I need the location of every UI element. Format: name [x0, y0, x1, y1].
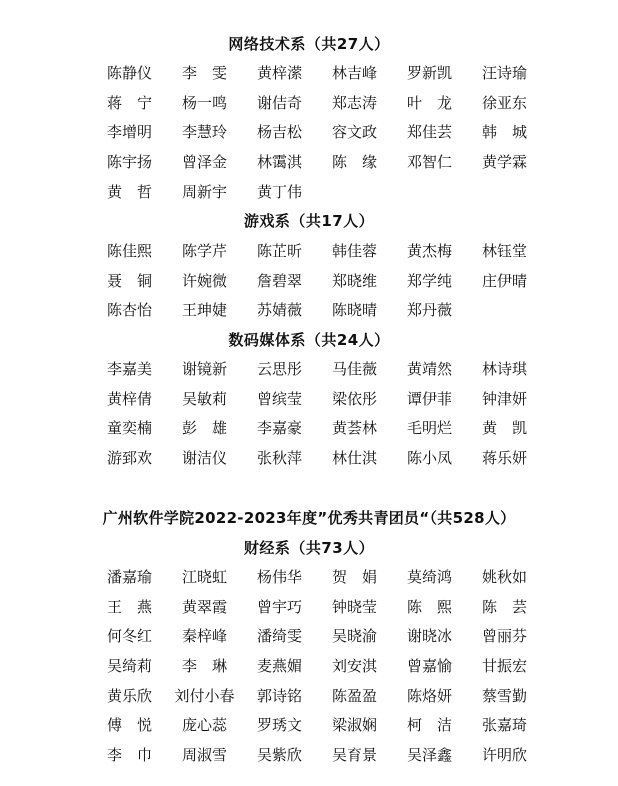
- name-entry: 李嘉豪: [256, 419, 302, 438]
- name-entry: 陈烙妍: [406, 686, 452, 705]
- name-entry: 陈佳熙: [106, 241, 152, 260]
- name-entry: 刘安淇: [331, 656, 377, 675]
- name-entry: 林钰堂: [481, 241, 527, 260]
- name-entry: 黄翠霞: [181, 597, 227, 616]
- name-entry: 郑丹薇: [406, 301, 452, 320]
- name-entry: 陈静仪: [106, 63, 152, 82]
- name-entry: 黄杰梅: [406, 241, 452, 260]
- name-entry: 李增明: [106, 123, 152, 142]
- name-entry: 马佳薇: [331, 359, 377, 378]
- name-entry: 潘嘉瑜: [106, 567, 152, 586]
- name-entry: 韩佳蓉: [331, 241, 377, 260]
- name-entry: 云思彤: [256, 359, 302, 378]
- name-entry: 黄 凯: [481, 419, 527, 438]
- name-entry: 王珅婕: [181, 301, 227, 320]
- name-entry: 钟晓莹: [331, 597, 377, 616]
- name-entry: 陈宇扬: [106, 152, 152, 171]
- name-entry: 何冬红: [106, 627, 152, 646]
- name-entry: 刘付小春: [174, 686, 235, 705]
- name-entry: 叶 龙: [406, 93, 452, 112]
- name-list-finance: [92, 562, 542, 770]
- name-entry: 王 燕: [106, 597, 152, 616]
- name-entry: 邓智仁: [406, 152, 452, 171]
- name-entry: 黄 哲: [106, 182, 152, 201]
- name-entry: 罗琇文: [256, 716, 302, 735]
- name-entry: 秦梓峰: [181, 627, 227, 646]
- name-entry: 周新宇: [181, 182, 227, 201]
- name-entry: 庞心蕊: [181, 716, 227, 735]
- name-entry: 曾嘉愉: [406, 656, 452, 675]
- name-entry: 曾缤莹: [256, 389, 302, 408]
- name-entry: 黄靖然: [406, 359, 452, 378]
- name-entry: 贺 娟: [331, 567, 377, 586]
- name-entry: 黄学霖: [481, 152, 527, 171]
- name-entry: 梁淑娴: [331, 716, 377, 735]
- name-entry: 许明欣: [481, 745, 527, 764]
- name-entry: 黄梓倩: [106, 389, 152, 408]
- name-entry: 谢镜新: [181, 359, 227, 378]
- name-entry: 彭 雄: [181, 419, 227, 438]
- name-entry: 吴晓渝: [331, 627, 377, 646]
- name-entry: 庄伊晴: [481, 271, 527, 290]
- name-entry: 童奕楠: [106, 419, 152, 438]
- name-entry: 杨伟华: [256, 567, 302, 586]
- name-entry: 陈晓晴: [331, 301, 377, 320]
- name-entry: 杨一鸣: [181, 93, 227, 112]
- name-entry: 郑晓维: [331, 271, 377, 290]
- name-entry: 吴育景: [331, 745, 377, 764]
- name-entry: 林霭淇: [256, 152, 302, 171]
- name-entry: 姚秋如: [481, 567, 527, 586]
- name-entry: 汪诗瑜: [481, 63, 527, 82]
- name-entry: 陈 缘: [331, 152, 377, 171]
- name-entry: 杨吉松: [256, 123, 302, 142]
- name-entry: 陈 熙: [406, 597, 452, 616]
- name-entry: 李嘉美: [106, 359, 152, 378]
- name-entry: 吴紫欣: [256, 745, 302, 764]
- name-entry: 周淑雪: [181, 745, 227, 764]
- name-entry: 吴泽鑫: [406, 745, 452, 764]
- name-entry: 李 巾: [106, 745, 152, 764]
- name-entry: 吴绮莉: [106, 656, 152, 675]
- name-entry: 麦燕媚: [256, 656, 302, 675]
- name-entry: 李 雯: [181, 63, 227, 82]
- name-entry: 张秋萍: [256, 448, 302, 467]
- name-entry: 蒋 宁: [106, 93, 152, 112]
- name-entry: 蒋乐妍: [481, 448, 527, 467]
- name-entry: 陈芷昕: [256, 241, 302, 260]
- name-entry: 郭诗铭: [256, 686, 302, 705]
- name-entry: 陈 芸: [481, 597, 527, 616]
- name-entry: 容文政: [331, 123, 377, 142]
- name-entry: 蔡雪勤: [481, 686, 527, 705]
- name-entry: 莫绮鸿: [406, 567, 452, 586]
- section-title-finance: 财经系（共73人）: [243, 539, 375, 557]
- name-entry: 苏婧薇: [256, 301, 302, 320]
- name-entry: 黄梓潆: [256, 63, 302, 82]
- name-entry: 罗新凯: [406, 63, 452, 82]
- name-entry: 梁依彤: [331, 389, 377, 408]
- name-entry: 张嘉琦: [481, 716, 527, 735]
- name-entry: 林仕淇: [331, 448, 377, 467]
- name-entry: 聂 铜: [106, 271, 152, 290]
- name-entry: 谢佶奇: [256, 93, 302, 112]
- name-entry: 江晓虹: [181, 567, 227, 586]
- award-title: 广州软件学院2022-2023年度”优秀共青团员“（共528人）: [102, 509, 516, 527]
- name-entry: 郑志涛: [331, 93, 377, 112]
- name-entry: 林吉峰: [331, 63, 377, 82]
- name-entry: 陈杏怡: [106, 301, 152, 320]
- name-entry: 柯 洁: [406, 716, 452, 735]
- section-title-digital-media: 数码媒体系（共24人）: [228, 331, 390, 349]
- name-entry: 李 琳: [181, 656, 227, 675]
- name-entry: 潘绮雯: [256, 627, 302, 646]
- name-entry: 傅 悦: [106, 716, 152, 735]
- name-entry: 许婉微: [181, 271, 227, 290]
- name-entry: 韩 城: [481, 123, 527, 142]
- name-list-network: [92, 58, 542, 206]
- name-list-game: [92, 236, 542, 325]
- name-entry: 陈盈盈: [331, 686, 377, 705]
- name-entry: 郑学纯: [406, 271, 452, 290]
- name-entry: 谢晓冰: [406, 627, 452, 646]
- section-title-game: 游戏系（共17人）: [243, 212, 375, 230]
- name-entry: 甘振宏: [481, 656, 527, 675]
- name-entry: 徐亚东: [481, 93, 527, 112]
- name-entry: 曾丽芬: [481, 627, 527, 646]
- name-entry: 黄丁伟: [256, 182, 302, 201]
- name-list-digital-media: [92, 354, 542, 473]
- name-entry: 吴敏莉: [181, 389, 227, 408]
- section-title-network: 网络技术系（共27人）: [228, 35, 390, 53]
- name-entry: 林诗琪: [481, 359, 527, 378]
- name-entry: 陈小凤: [406, 448, 452, 467]
- name-entry: 毛明烂: [406, 419, 452, 438]
- name-entry: 李慧玲: [181, 123, 227, 142]
- name-entry: 谭伊菲: [406, 389, 452, 408]
- name-entry: 郑佳芸: [406, 123, 452, 142]
- name-entry: 黄荟林: [331, 419, 377, 438]
- name-entry: 谢洁仪: [181, 448, 227, 467]
- name-entry: 詹碧翠: [256, 271, 302, 290]
- name-entry: 钟津妍: [481, 389, 527, 408]
- name-entry: 陈学芹: [181, 241, 227, 260]
- name-entry: 曾泽金: [181, 152, 227, 171]
- name-entry: 黄乐欣: [106, 686, 152, 705]
- name-entry: 游郅欢: [106, 448, 152, 467]
- name-entry: 曾宇巧: [256, 597, 302, 616]
